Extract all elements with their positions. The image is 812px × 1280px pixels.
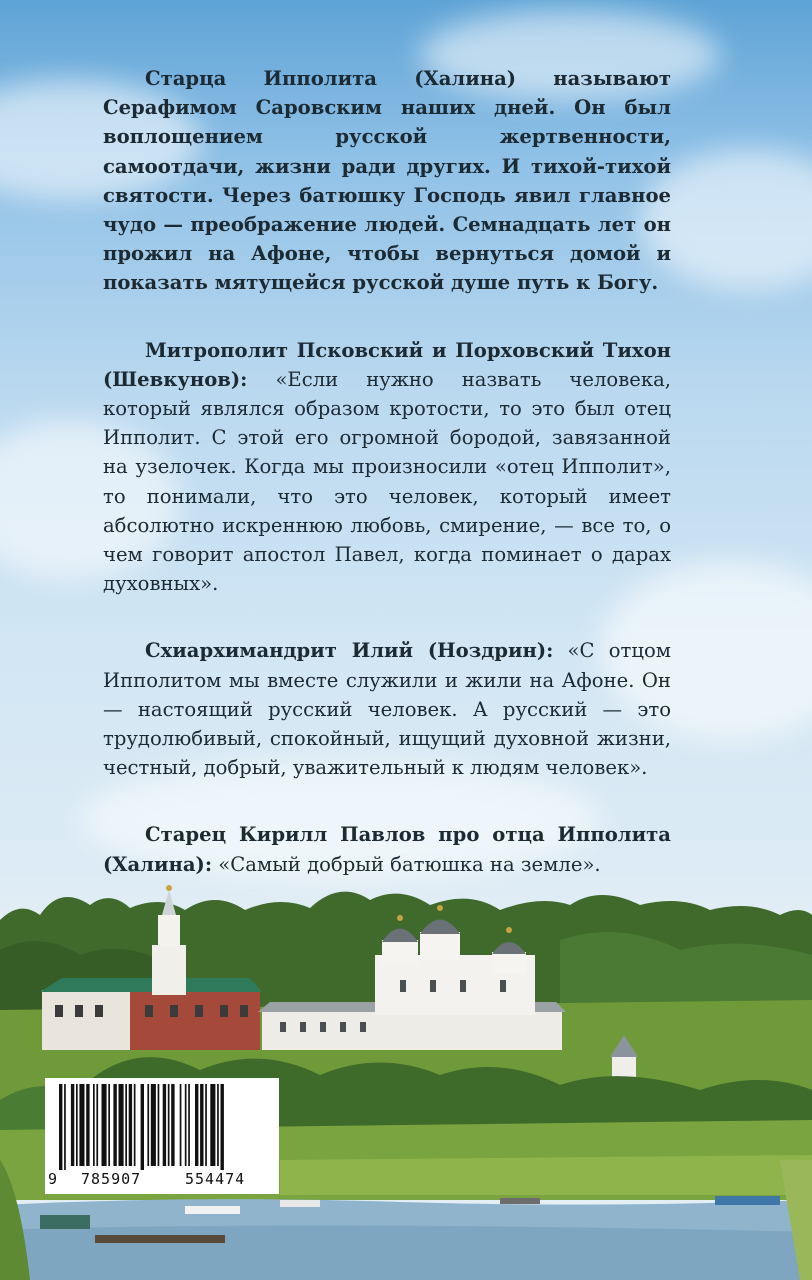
barcode-bar xyxy=(64,1084,66,1170)
monastery-landscape xyxy=(0,860,812,1280)
barcode-bar xyxy=(96,1084,98,1166)
back-cover-text xyxy=(103,64,671,917)
barcode-bar xyxy=(129,1084,132,1166)
barcode-bar xyxy=(86,1084,89,1166)
barcode-bar xyxy=(200,1084,203,1166)
barcode-bar xyxy=(168,1084,170,1166)
paragraph xyxy=(103,64,671,298)
barcode-bar xyxy=(93,1084,95,1166)
barcode-bar xyxy=(221,1084,224,1170)
barcode-digits xyxy=(45,1170,279,1192)
paragraph xyxy=(103,636,671,782)
barcode-bar xyxy=(151,1084,156,1166)
barcode-bar xyxy=(217,1084,219,1166)
paragraph-bold: Старец Кирилл Павлов про отца Ипполита (Халина): xyxy=(103,823,671,876)
barcode-group-right: 554474 xyxy=(185,1170,246,1188)
barcode-bar xyxy=(195,1084,198,1166)
barcode-bar xyxy=(205,1084,207,1166)
barcode-bar xyxy=(188,1084,190,1166)
barcode-bar xyxy=(163,1084,166,1166)
barcode-bars xyxy=(45,1078,279,1170)
paragraph xyxy=(103,336,671,599)
barcode-bar xyxy=(171,1084,174,1166)
paragraph-text: «Если нужно назвать человека, который являлся образом кротости, то это был отец Ипполит. С этой его огромной бородой, завязанной на узелочек. Когда мы произносили «отец Ипполит», то понимали, что это человек, который имеет абсолютно искреннюю любовь, смирение, — все то, о чем говорит апостол Павел, когда поминает о дарах духовных». xyxy=(103,367,671,596)
barcode-bar xyxy=(185,1084,187,1166)
barcode-bar xyxy=(79,1084,84,1166)
barcode-bar xyxy=(210,1084,215,1166)
paragraph-text: «Самый добрый батюшка на земле». xyxy=(212,852,601,876)
barcode-bar xyxy=(119,1084,124,1166)
barcode-bar xyxy=(102,1084,107,1166)
barcode-bar xyxy=(76,1084,78,1166)
barcode-bar xyxy=(113,1084,116,1166)
isbn-barcode xyxy=(45,1078,279,1194)
paragraph-bold: Схиархимандрит Илий (Ноздрин): xyxy=(145,639,554,663)
barcode-bar xyxy=(108,1084,110,1166)
barcode-bar xyxy=(158,1084,160,1166)
barcode-bar xyxy=(125,1084,127,1166)
barcode-bar xyxy=(141,1084,144,1170)
barcode-bar xyxy=(147,1084,149,1166)
paragraph-text: «С отцом Ипполитом мы вместе служили и жили на Афоне. Он — настоящий русский человек. А русский — это трудолюбивый, спокойный, ищущий духовной жизни, честный, добрый, уважительный к людям человек». xyxy=(103,639,671,780)
barcode-bar xyxy=(71,1084,74,1166)
barcode-digit-first: 9 xyxy=(48,1170,58,1188)
paragraph-bold: Митрополит Псковский и Порховский Тихон (Шевкунов): xyxy=(103,338,671,391)
paragraph xyxy=(103,820,671,878)
barcode-bar xyxy=(180,1084,182,1166)
paragraph-bold: Старца Ипполита (Халина) называют Серафимом Саровским наших дней. Он был воплощением русской жертвенности, самоотдачи, жизни ради других. И тихой-тихой святости. Через батюшку Господь явил главное чудо — преображение людей. Семнадцать лет он прожил на Афоне, чтобы вернуться домой и показать мятущейся русской душе путь к Богу. xyxy=(103,67,671,295)
barcode-bar xyxy=(134,1084,136,1166)
barcode-group-left: 785907 xyxy=(81,1170,142,1188)
barcode-bar xyxy=(59,1084,62,1170)
